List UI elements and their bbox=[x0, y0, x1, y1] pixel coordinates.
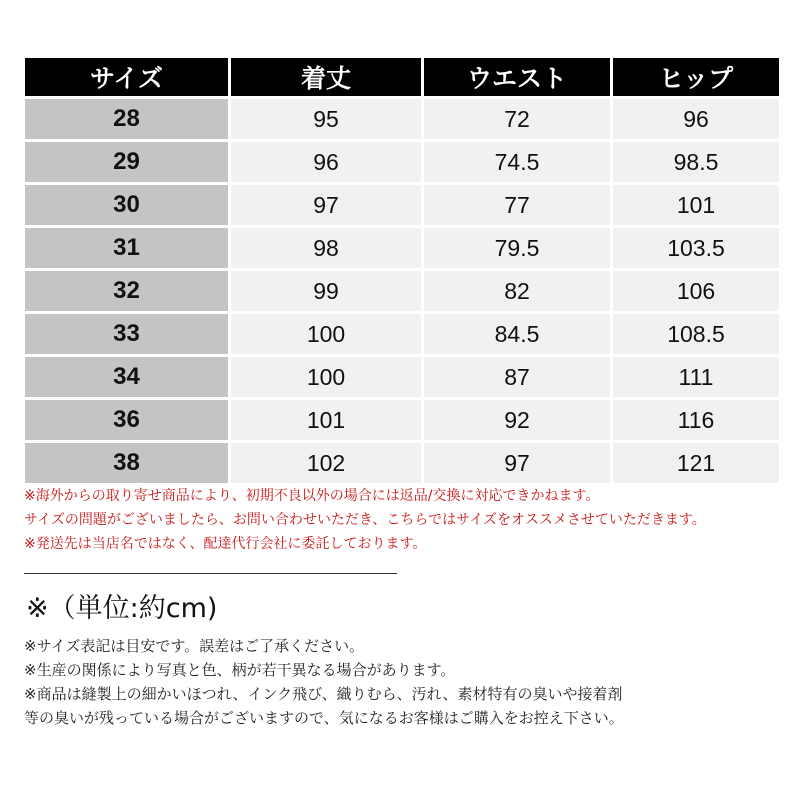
waist-cell: 79.5 bbox=[424, 228, 610, 268]
waist-cell: 92 bbox=[424, 400, 610, 440]
disclaimer-line: 等の臭いが残っている場合がございますので、気になるお客様はご購入をお控え下さい。 bbox=[24, 709, 624, 727]
length-cell: 97 bbox=[231, 185, 421, 225]
size-disclaimer bbox=[24, 634, 784, 730]
table-row bbox=[25, 228, 779, 268]
header-waist: ウエスト bbox=[424, 58, 610, 96]
section-divider bbox=[24, 573, 397, 574]
header-size: サイズ bbox=[25, 58, 228, 96]
waist-cell: 84.5 bbox=[424, 314, 610, 354]
unit-label: ※（単位:約cm) bbox=[26, 593, 218, 624]
hip-cell: 111 bbox=[613, 357, 779, 397]
length-cell: 95 bbox=[231, 99, 421, 139]
size-cell: 31 bbox=[25, 228, 228, 268]
hip-cell: 106 bbox=[613, 271, 779, 311]
size-chart-table bbox=[22, 55, 782, 486]
size-cell: 30 bbox=[25, 185, 228, 225]
size-cell: 34 bbox=[25, 357, 228, 397]
table-body bbox=[25, 99, 779, 483]
table-row bbox=[25, 400, 779, 440]
waist-cell: 82 bbox=[424, 271, 610, 311]
disclaimer-line: ※生産の関係により写真と色、柄が若干異なる場合があります。 bbox=[24, 661, 456, 679]
hip-cell: 103.5 bbox=[613, 228, 779, 268]
hip-cell: 116 bbox=[613, 400, 779, 440]
table-row bbox=[25, 357, 779, 397]
notice-line: ※発送先は当店名ではなく、配達代行会社に委託しております。 bbox=[24, 536, 427, 552]
length-cell: 98 bbox=[231, 228, 421, 268]
table-row bbox=[25, 185, 779, 225]
header-hip: ヒップ bbox=[613, 58, 779, 96]
hip-cell: 101 bbox=[613, 185, 779, 225]
waist-cell: 87 bbox=[424, 357, 610, 397]
length-cell: 100 bbox=[231, 357, 421, 397]
waist-cell: 97 bbox=[424, 443, 610, 483]
waist-cell: 72 bbox=[424, 99, 610, 139]
table-row bbox=[25, 443, 779, 483]
hip-cell: 121 bbox=[613, 443, 779, 483]
length-cell: 96 bbox=[231, 142, 421, 182]
length-cell: 100 bbox=[231, 314, 421, 354]
hip-cell: 98.5 bbox=[613, 142, 779, 182]
size-cell: 36 bbox=[25, 400, 228, 440]
table-row bbox=[25, 99, 779, 139]
table-row bbox=[25, 271, 779, 311]
length-cell: 101 bbox=[231, 400, 421, 440]
table-row bbox=[25, 142, 779, 182]
waist-cell: 77 bbox=[424, 185, 610, 225]
size-cell: 29 bbox=[25, 142, 228, 182]
notice-line: ※海外からの取り寄せ商品により、初期不良以外の場合には返品/交換に対応できかねます。 bbox=[24, 488, 600, 504]
length-cell: 99 bbox=[231, 271, 421, 311]
size-cell: 32 bbox=[25, 271, 228, 311]
table-row bbox=[25, 314, 779, 354]
size-cell: 28 bbox=[25, 99, 228, 139]
size-cell: 33 bbox=[25, 314, 228, 354]
waist-cell: 74.5 bbox=[424, 142, 610, 182]
hip-cell: 96 bbox=[613, 99, 779, 139]
header-length: 着丈 bbox=[231, 58, 421, 96]
size-cell: 38 bbox=[25, 443, 228, 483]
disclaimer-line: ※サイズ表記は目安です。誤差はご了承ください。 bbox=[24, 637, 365, 655]
hip-cell: 108.5 bbox=[613, 314, 779, 354]
length-cell: 102 bbox=[231, 443, 421, 483]
import-notice bbox=[24, 484, 784, 556]
disclaimer-line: ※商品は縫製上の細かいほつれ、インク飛び、織りむら、汚れ、素材特有の臭いや接着剤 bbox=[24, 685, 623, 703]
table-header-row bbox=[25, 58, 779, 96]
notice-line: サイズの問題がございましたら、お問い合わせいただき、こちらではサイズをオススメさせていただきます。 bbox=[24, 512, 706, 528]
